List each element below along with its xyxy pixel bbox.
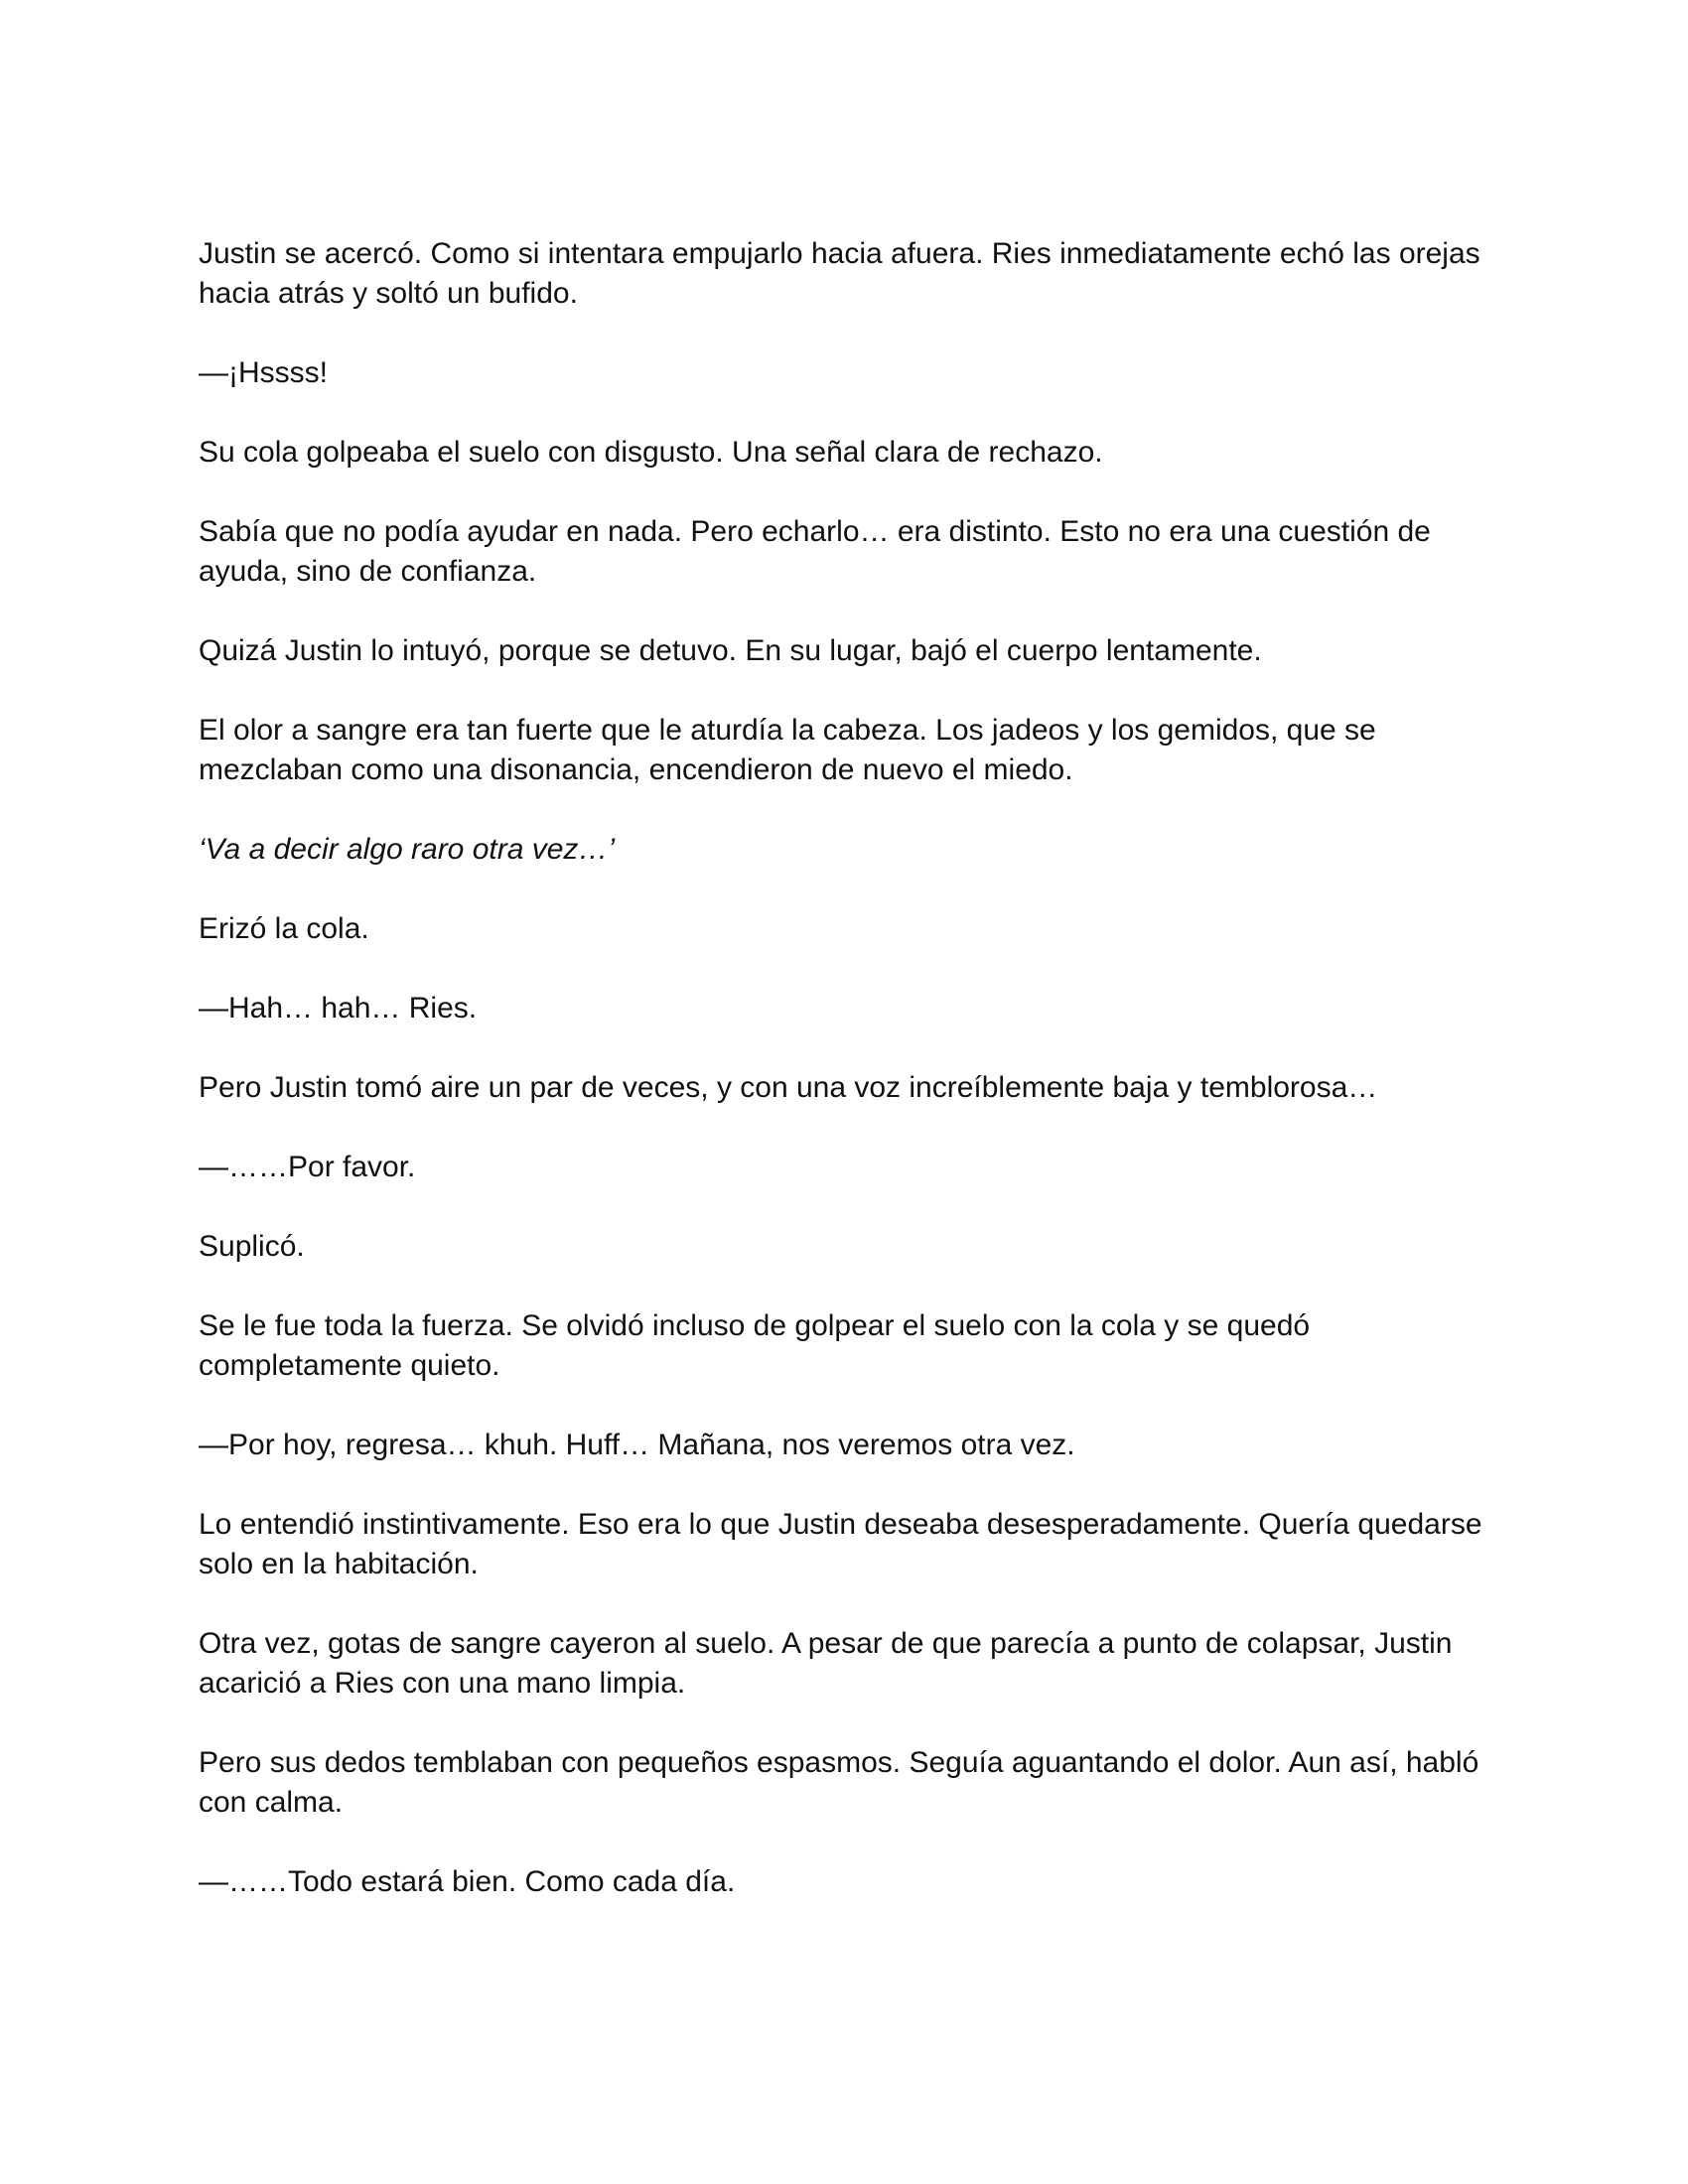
paragraph-3: Su cola golpeaba el suelo con disgusto. Una señal clara de rechazo. bbox=[199, 436, 1103, 469]
paragraph-1: Justin se acercó. Como si intentara empujarlo hacia afuera. Ries inmediatamente echó las orejas hacia atrás y soltó un bufido. bbox=[199, 237, 1480, 310]
paragraph-6: El olor a sangre era tan fuerte que le aturdía la cabeza. Los jadeos y los gemidos, que se mezclaban como una disonancia, encendieron de nuevo el miedo. bbox=[199, 714, 1376, 786]
paragraph-16: Otra vez, gotas de sangre cayeron al suelo. A pesar de que parecía a punto de colapsar, Justin acarició a Ries con una mano limpia. bbox=[199, 1627, 1453, 1700]
paragraph-13: Se le fue toda la fuerza. Se olvidó incluso de golpear el suelo con la cola y se quedó completamente quieto. bbox=[199, 1309, 1311, 1382]
document-body bbox=[199, 234, 1489, 1942]
paragraph-10: Pero Justin tomó aire un par de veces, y con una voz increíblemente baja y temblorosa… bbox=[199, 1071, 1378, 1104]
paragraph-17: Pero sus dedos temblaban con pequeños espasmos. Seguía aguantando el dolor. Aun así, habló con calma. bbox=[199, 1746, 1479, 1819]
paragraph-5: Quizá Justin lo intuyó, porque se detuvo. En su lugar, bajó el cuerpo lentamente. bbox=[199, 634, 1262, 667]
paragraph-7-thought: ‘Va a decir algo raro otra vez…’ bbox=[199, 833, 616, 866]
paragraph-8: Erizó la cola. bbox=[199, 912, 369, 945]
paragraph-2: —¡Hssss! bbox=[199, 356, 328, 389]
paragraph-18: —……Todo estará bien. Como cada día. bbox=[199, 1865, 736, 1898]
paragraph-9: —Hah… hah… Ries. bbox=[199, 992, 478, 1024]
paragraph-11: —……Por favor. bbox=[199, 1151, 416, 1183]
paragraph-15: Lo entendió instintivamente. Eso era lo que Justin deseaba desesperadamente. Quería quedarse solo en la habitación. bbox=[199, 1508, 1482, 1580]
paragraph-12: Suplicó. bbox=[199, 1230, 305, 1263]
paragraph-14: —Por hoy, regresa… khuh. Huff… Mañana, nos veremos otra vez. bbox=[199, 1429, 1075, 1461]
paragraph-4: Sabía que no podía ayudar en nada. Pero echarlo… era distinto. Esto no era una cuestión de ayuda, sino de confianza. bbox=[199, 515, 1431, 588]
